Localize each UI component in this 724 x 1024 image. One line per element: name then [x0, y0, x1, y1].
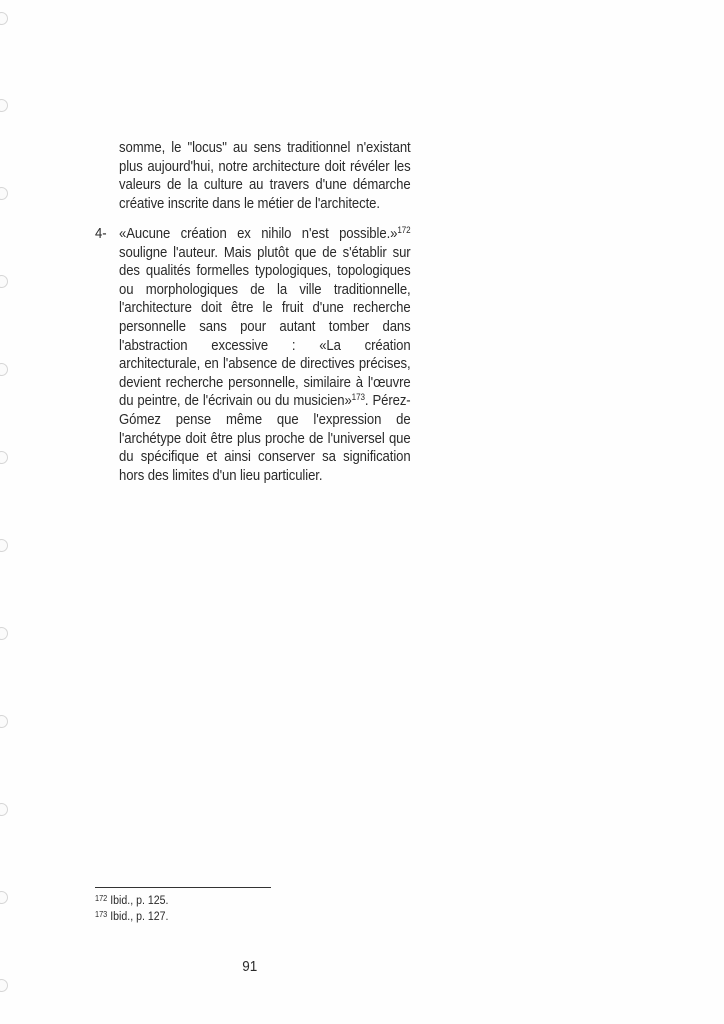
page-number: 91	[242, 958, 258, 975]
list-item-number: 4-	[95, 226, 107, 242]
footnote-ref[interactable]: 172	[397, 225, 411, 235]
footnote-text: Ibid., p. 125.	[110, 895, 169, 907]
footnote-number: 172	[95, 894, 108, 903]
list-item-paragraph	[119, 225, 411, 485]
body-paragraph: somme, le "locus" au sens traditionnel n'existant plus aujourd'hui, notre architecture doit révéler les valeurs de la culture au travers d'une démarche créative inscrite dans le métier de l'architecte.	[119, 140, 411, 212]
body-text: . Pérez-Gómez pense même que l'expression de l'archétype doit être plus proche de l'universel que du spécifique et ainsi conserver sa signification hors des limites d'un lieu particulier.	[119, 393, 411, 484]
binder-hole	[0, 363, 8, 376]
binder-hole	[0, 187, 8, 200]
binder-hole	[0, 99, 8, 112]
footnote-text: Ibid., p. 127.	[110, 911, 169, 923]
binder-hole	[0, 979, 8, 992]
footnote-ref[interactable]: 173	[351, 392, 365, 403]
footnote	[95, 910, 168, 924]
binder-hole	[0, 539, 8, 552]
body-text: souligne l'auteur. Mais plutôt que de s'établir sur des qualités formelles typologiques, topologiques ou morphologiques de la ville traditionnelle, l'architecture doit être le fruit d'une recherche personnelle sans pour autant tomber dans l'abstraction excessive : «La création architecturale, en l'absence de directives précises, devient recherche personnelle, similaire à l'œuvre du peintre, de l'écrivain ou du musicien»	[119, 244, 411, 410]
binder-hole	[0, 715, 8, 728]
binder-hole	[0, 627, 8, 640]
quote-text: «Aucune création ex nihilo n'est possible.»	[119, 226, 398, 242]
binder-hole	[0, 275, 8, 288]
footnote-separator	[95, 887, 271, 888]
binder-hole	[0, 12, 8, 25]
binder-hole	[0, 451, 8, 464]
binder-hole	[0, 803, 8, 816]
footnote	[95, 894, 168, 908]
binder-hole	[0, 891, 8, 904]
footnote-number: 173	[95, 910, 108, 919]
